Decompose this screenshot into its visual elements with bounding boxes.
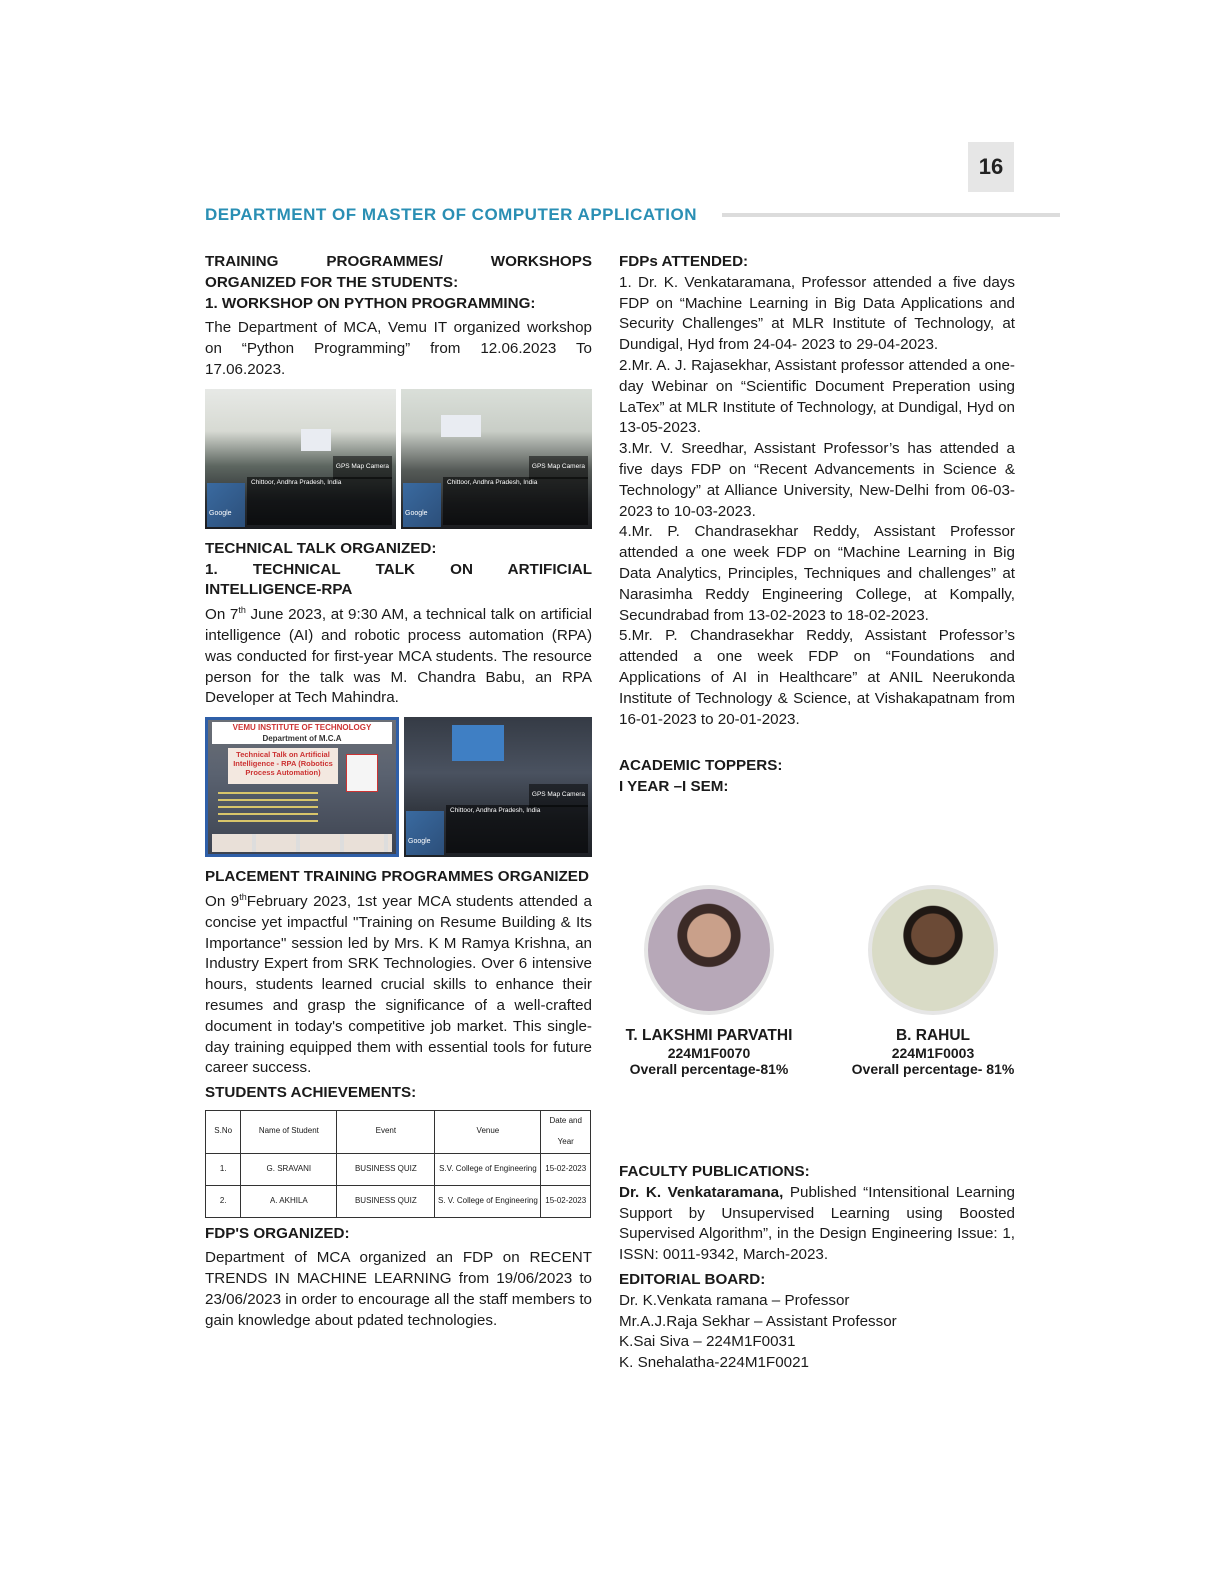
- workshop-text: The Department of MCA, Vemu IT organized workshop on “Python Programming” from 12.06.2023 To 17.06.2023.: [205, 319, 592, 378]
- academic-toppers: [619, 885, 1019, 1085]
- table-cell: S. V. College of Engineering: [435, 1185, 541, 1217]
- fdp-item: 4.Mr. P. Chandrasekhar Reddy, Assistant Professor attended a one week FDP on “Machine Learning in Big Data Analytics, Principles, Techniques and challenges” at Narasimha Reddy Engineering College, at Kompally, Secundrabad from 13-02-2023 to 18-02-2023.: [619, 523, 1015, 624]
- table-cell: BUSINESS QUIZ: [337, 1153, 435, 1185]
- topper-card: [833, 885, 1033, 1077]
- fdp-item: 5.Mr. P. Chandrasekhar Reddy, Assistant Professor’s attended a one week FDP on “Foundations and Applications of AI in Healthcare” at ANIL Neerukonda Institute of Technology & Science, at Vishakapatnam from 16-01-2023 to 20-01-2023.: [619, 627, 1015, 728]
- table-cell: 1.: [206, 1153, 241, 1185]
- speaker-photo: [346, 754, 378, 792]
- department-title: DEPARTMENT OF MASTER OF COMPUTER APPLICATION: [205, 205, 698, 224]
- poster-details: [218, 792, 318, 822]
- workshop-photos: [205, 389, 592, 529]
- avatar: [868, 885, 998, 1015]
- poster-talk-title: Technical Talk on Artificial Intelligence - RPA (Robotics Process Automation): [228, 748, 338, 784]
- col-header: Date and Year: [541, 1110, 591, 1153]
- talk-poster: [205, 717, 399, 857]
- talk-photos: [205, 717, 592, 857]
- left-column: [205, 252, 592, 1332]
- col-header: Name of Student: [241, 1110, 337, 1153]
- placement-heading: PLACEMENT TRAINING PROGRAMMES ORGANIZED: [205, 868, 589, 886]
- toppers-heading: ACADEMIC TOPPERS:: [619, 757, 783, 775]
- editorial-member: Dr. K.Venkata ramana – Professor: [619, 1291, 850, 1309]
- editorial-member: Mr.A.J.Raja Sekhar – Assistant Professor: [619, 1312, 897, 1330]
- editorial-heading: EDITORIAL BOARD:: [619, 1270, 766, 1288]
- gps-caption: Chittoor, Andhra Pradesh, India: [443, 477, 588, 525]
- gps-caption: Chittoor, Andhra Pradesh, India: [446, 805, 588, 853]
- workshop-heading: 1. WORKSHOP ON PYTHON PROGRAMMING:: [205, 294, 536, 312]
- toppers-subheading: I YEAR –I SEM:: [619, 778, 729, 796]
- talk-text: On 7th June 2023, at 9:30 AM, a technical talk on artificial intelligence (AI) and robotic process automation (RPA) was conducted for first-year MCA students. The resource person for the talk was M. Chandra Babu, an RPA Developer at Tech Mahindra.: [205, 605, 592, 707]
- fdps-organized-text: Department of MCA organized an FDP on RECENT TRENDS IN MACHINE LEARNING from 19/06/2023 to 23/06/2023 in order to encourage all the staff members to gain knowledge about pdated technologies.: [205, 1249, 592, 1329]
- editorial-member: K.Sai Siva – 224M1F0031: [619, 1333, 796, 1351]
- right-column: [619, 252, 1015, 798]
- fdp-item: 2.Mr. A. J. Rajasekhar, Assistant professor attended a one-day Webinar on “Scientific Document Preperation using LaTex” at MLR Institute of Technology, at Dundigal, Hyd on 13-05-2023.: [619, 356, 1015, 437]
- topper-name: B. RAHUL: [895, 1027, 971, 1044]
- col-header: Venue: [435, 1110, 541, 1153]
- fdp-item: 1. Dr. K. Venkataramana, Professor attended a five days FDP on “Machine Learning in Big Data Applications and Security Challenges” at MLR Institute of Technology, at Dundigal, Hyd from 24-04- 2023 to 29-04-2023.: [619, 273, 1015, 354]
- topper-percentage: Overall percentage- 81%: [851, 1061, 1015, 1077]
- avatar: [644, 885, 774, 1015]
- talk-photo: [404, 717, 592, 857]
- topper-card: [609, 885, 809, 1077]
- workshop-photo: [205, 389, 396, 529]
- placement-text: On 9thFebruary 2023, 1st year MCA students attended a concise yet impactful "Training on Resume Building & Its Importance" session led by Mrs. K M Ramya Krishna, an Industry Expert from SRK Technologies. Over 6 intensive hours, students learned crucial skills to enhance their resumes and grasp the significance of a well-crafted document in today's competitive job market. This single-day training equipped them with essential tools for future career success.: [205, 891, 592, 1077]
- poster-footer: [212, 834, 392, 852]
- gps-caption: Chittoor, Andhra Pradesh, India: [247, 477, 392, 525]
- google-mark: Google: [408, 838, 431, 846]
- talk-subheading: 1. TECHNICAL TALK ON ARTIFICIAL: [205, 560, 592, 578]
- talk-heading: TECHNICAL TALK ORGANIZED:: [205, 539, 437, 557]
- col-header: S.No: [206, 1110, 241, 1153]
- publications-heading: FACULTY PUBLICATIONS:: [619, 1163, 810, 1180]
- publication-text: Dr. K. Venkataramana, Published “Intensitional Learning Support by Unsupervised Learning using Boosted Supervised Algorithm”, in the Design Engineering Issue: 1, ISSN: 0011-9342, March-2023.: [619, 1183, 1015, 1264]
- gps-tag: GPS Map Camera: [529, 456, 588, 479]
- achievements-table: [205, 1110, 591, 1218]
- table-cell: 2.: [206, 1185, 241, 1217]
- achievements-heading: STUDENTS ACHIEVEMENTS:: [205, 1084, 417, 1102]
- table-cell: A. AKHILA: [241, 1185, 337, 1217]
- training-heading-2: ORGANIZED FOR THE STUDENTS:: [205, 273, 459, 291]
- right-column-bottom: [619, 1162, 1015, 1374]
- table-cell: G. SRAVANI: [241, 1153, 337, 1185]
- workshop-photo: [401, 389, 592, 529]
- gps-tag: GPS Map Camera: [333, 456, 392, 479]
- table-row: [206, 1185, 591, 1217]
- topper-roll: 224M1F0070: [667, 1045, 751, 1061]
- table-cell: BUSINESS QUIZ: [337, 1185, 435, 1217]
- topper-name: T. LAKSHMI PARVATHI: [625, 1027, 793, 1044]
- table-cell: S.V. College of Engineering: [435, 1153, 541, 1185]
- table-cell: 15-02-2023: [541, 1153, 591, 1185]
- fdps-organized-heading: FDP'S ORGANIZED:: [205, 1224, 350, 1242]
- topper-roll: 224M1F0003: [891, 1045, 975, 1061]
- title-rule: [722, 213, 1060, 217]
- gps-tag: GPS Map Camera: [529, 784, 588, 807]
- editorial-member: K. Snehalatha-224M1F0021: [619, 1354, 809, 1372]
- col-header: Event: [337, 1110, 435, 1153]
- table-row: [206, 1153, 591, 1185]
- table-header-row: [206, 1110, 591, 1153]
- topper-percentage: Overall percentage-81%: [629, 1061, 789, 1077]
- fdp-item: 3.Mr. V. Sreedhar, Assistant Professor’s has attended a five days FDP on “Recent Advancements in Science & Technology” at Alliance University, New-Delhi from 06-03- 2023 to 10-03-2023.: [619, 440, 1015, 520]
- page-number: 16: [968, 142, 1014, 192]
- google-mark: Google: [209, 509, 232, 517]
- table-cell: 15-02-2023: [541, 1185, 591, 1217]
- fdps-attended-heading: FDPs ATTENDED:: [619, 253, 749, 270]
- poster-institute: VEMU INSTITUTE OF TECHNOLOGY Department of M.C.A: [212, 722, 392, 744]
- training-heading: TRAINING PROGRAMMES/ WORKSHOPS: [205, 253, 592, 270]
- google-mark: Google: [405, 509, 428, 517]
- talk-subheading-2: INTELLIGENCE-RPA: [205, 581, 353, 599]
